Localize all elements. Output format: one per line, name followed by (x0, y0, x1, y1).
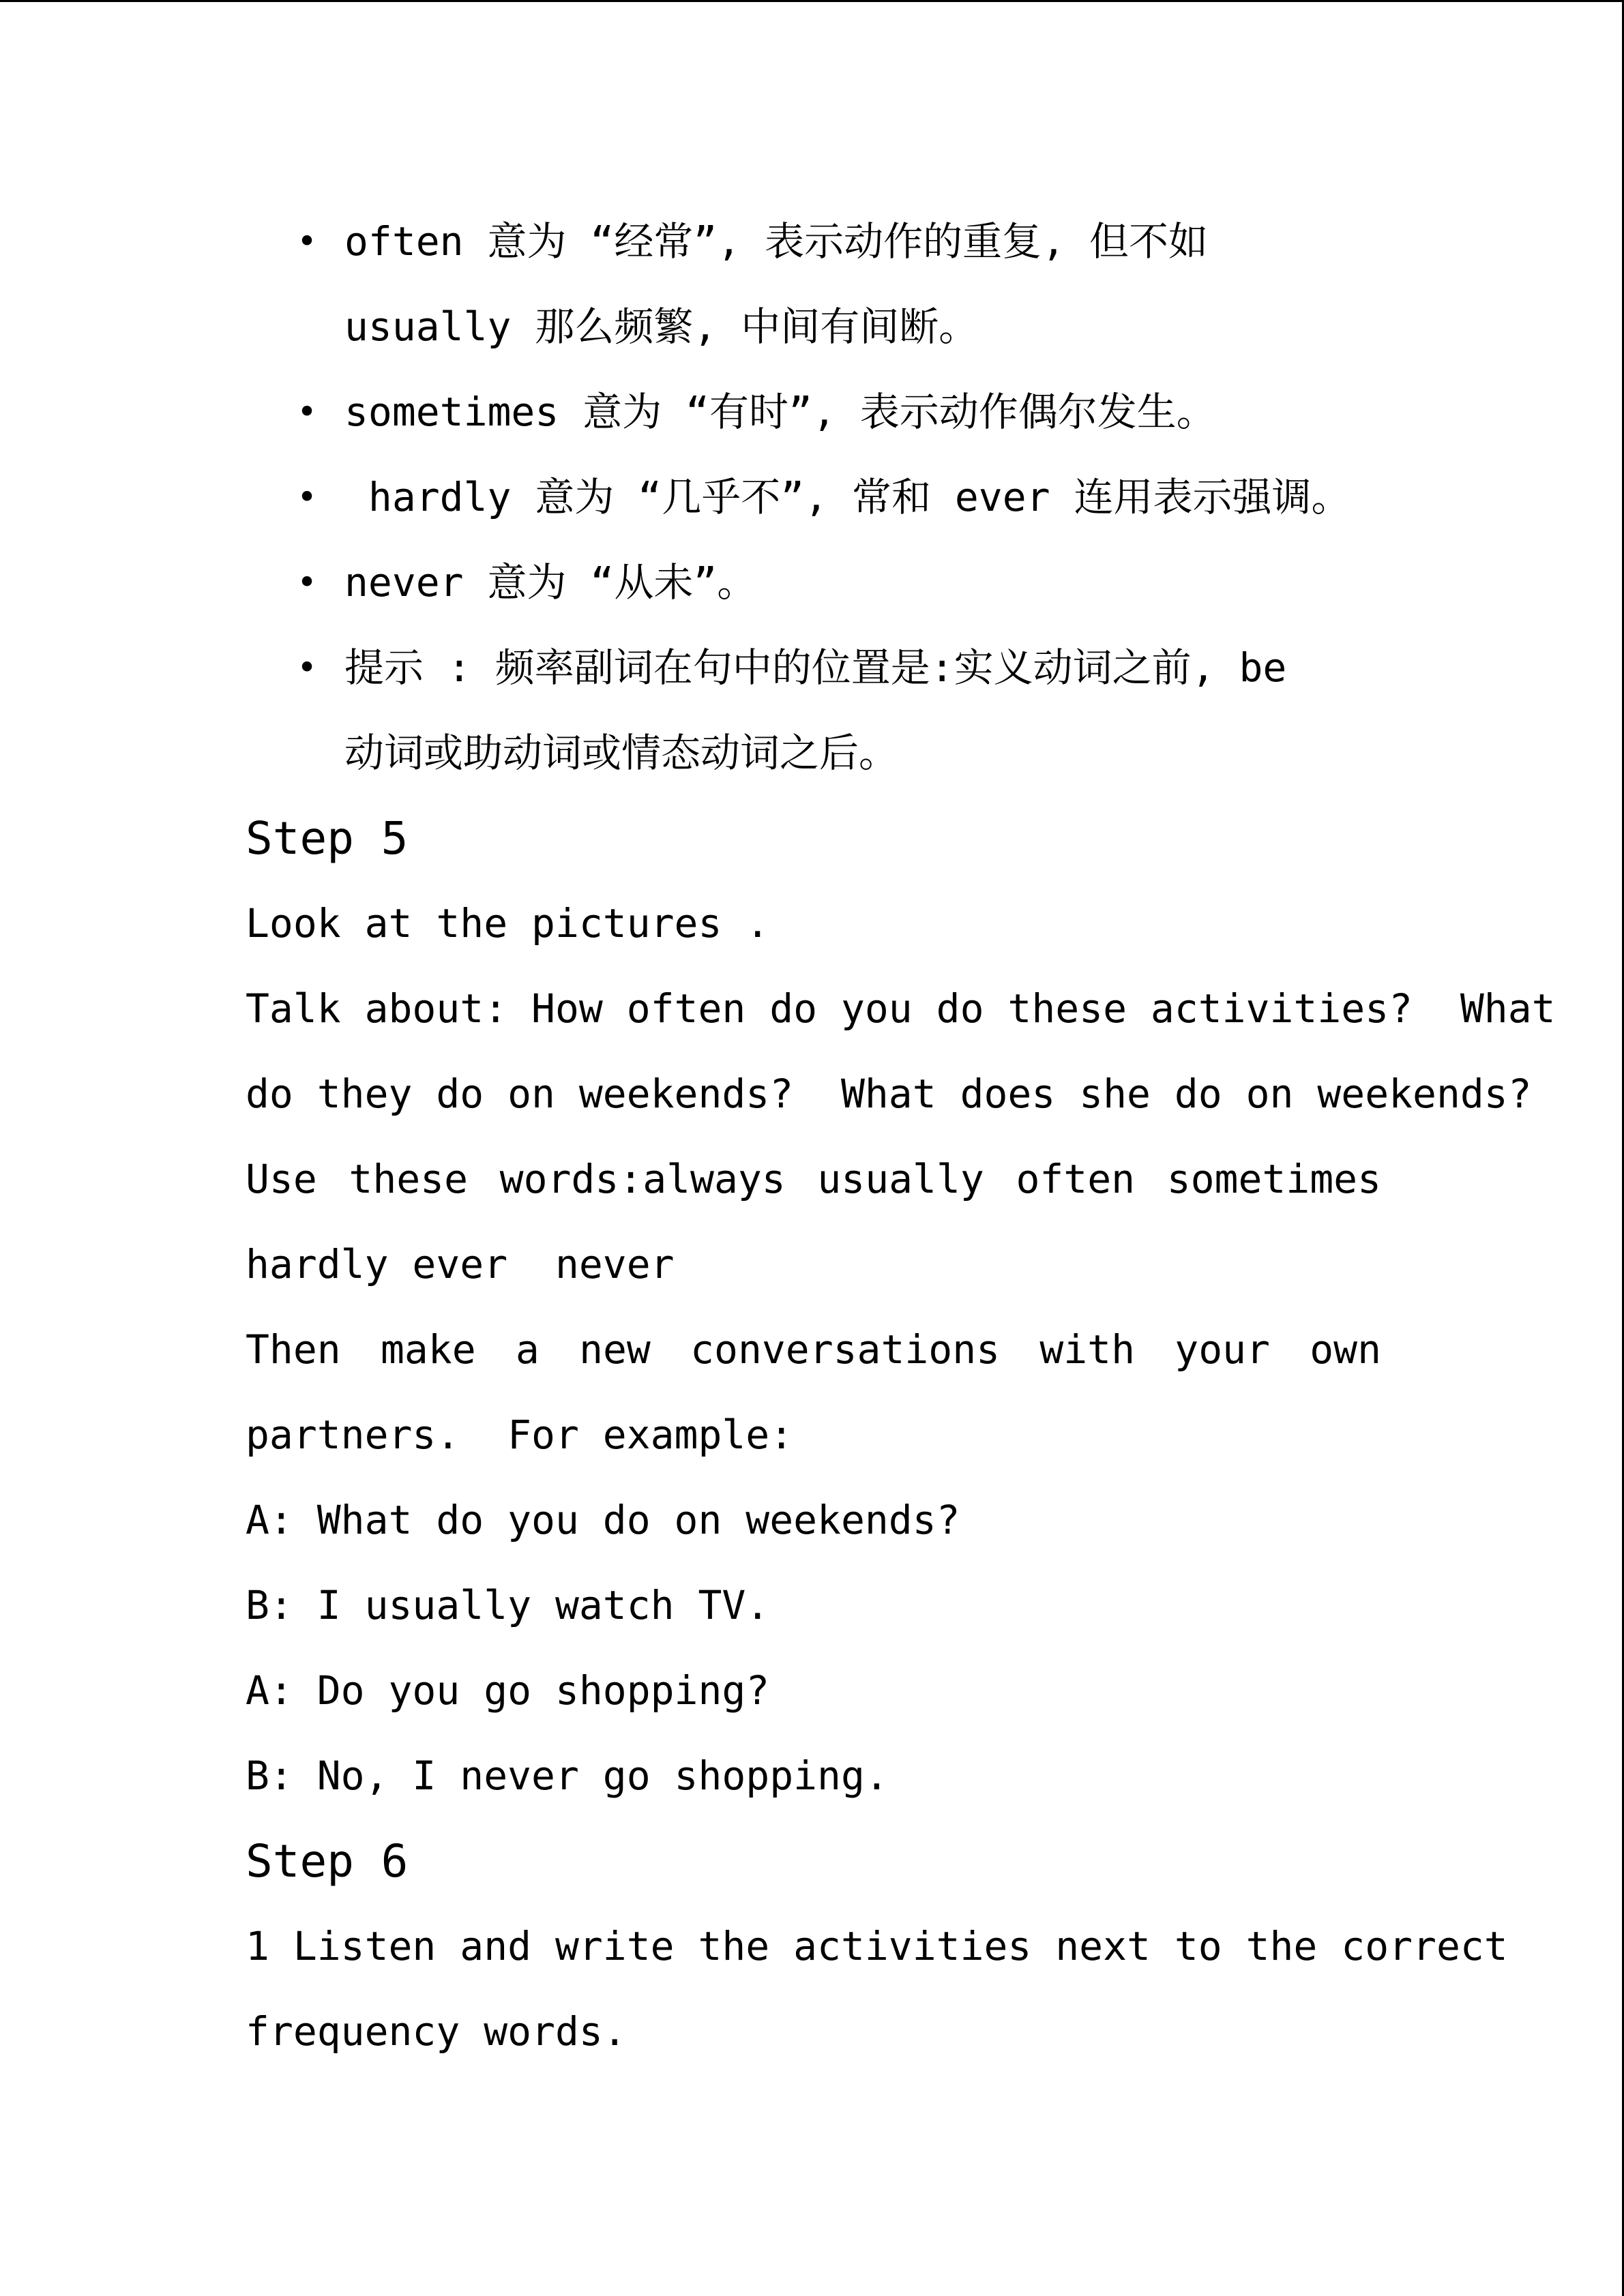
dialogue-line: A: Do you go shopping? (246, 1667, 770, 1714)
dialogue-line: B: No, I never go shopping. (246, 1753, 889, 1799)
step-5-line: do they do on weekends? What does she do on weekends? (246, 1071, 1532, 1117)
bullet-text-line: sometimes 意为 “有时”, 表示动作偶尔发生。 (344, 389, 1216, 435)
bullet-dot: • (297, 392, 318, 432)
page-border-top (0, 0, 1624, 2)
bullet-dot: • (297, 477, 318, 517)
bullet-text-line: usually 那么频繁, 中间有间断。 (344, 303, 979, 350)
dialogue-line: A: What do you do on weekends? (246, 1497, 960, 1543)
step-5-line: Talk about: How often do you do these activities? What (246, 985, 1556, 1032)
document-body (246, 199, 1556, 2074)
bullet-text-line: often 意为 “经常”, 表示动作的重复, 但不如 (344, 218, 1208, 265)
step-5-line: Then make a new conversations with your own (246, 1326, 1381, 1373)
bullet-text-line: never 意为 “从未”。 (344, 559, 757, 606)
bullet-sometimes (246, 370, 1381, 455)
step-5-line: Look at the pictures . (246, 900, 770, 946)
step-5-heading: Step 5 (246, 812, 409, 865)
bullet-tip (246, 625, 1381, 796)
dialogue-line: B: I usually watch TV. (246, 1582, 770, 1628)
bullet-text-line: 动词或助动词或情态动词之后。 (344, 730, 899, 776)
step-5-line: hardly ever never (246, 1241, 675, 1287)
bullet-dot: • (297, 563, 318, 602)
step-6-line: 1 Listen and write the activities next to the correct (246, 1923, 1508, 1969)
bullet-often (246, 199, 1381, 370)
bullet-hardly (246, 455, 1381, 540)
bullet-never (246, 540, 1381, 625)
bullet-dot: • (297, 222, 318, 261)
step-6-line: frequency words. (246, 2008, 627, 2055)
bullet-text-line: hardly 意为 “几乎不”, 常和 ever 连用表示强调。 (344, 474, 1351, 520)
step-6-section (246, 1819, 1508, 2074)
step-5-line: partners. For example: (246, 1412, 794, 1458)
bullet-dot: • (297, 648, 318, 687)
step-6-heading: Step 6 (246, 1835, 409, 1888)
frequency-adverb-notes (246, 199, 1381, 796)
step-5-section (246, 796, 1556, 1819)
step-5-line: Use these words:always usually often sometimes (246, 1156, 1381, 1202)
bullet-text-line: 提示 : 频率副词在句中的位置是:实义动词之前, be (344, 644, 1287, 691)
